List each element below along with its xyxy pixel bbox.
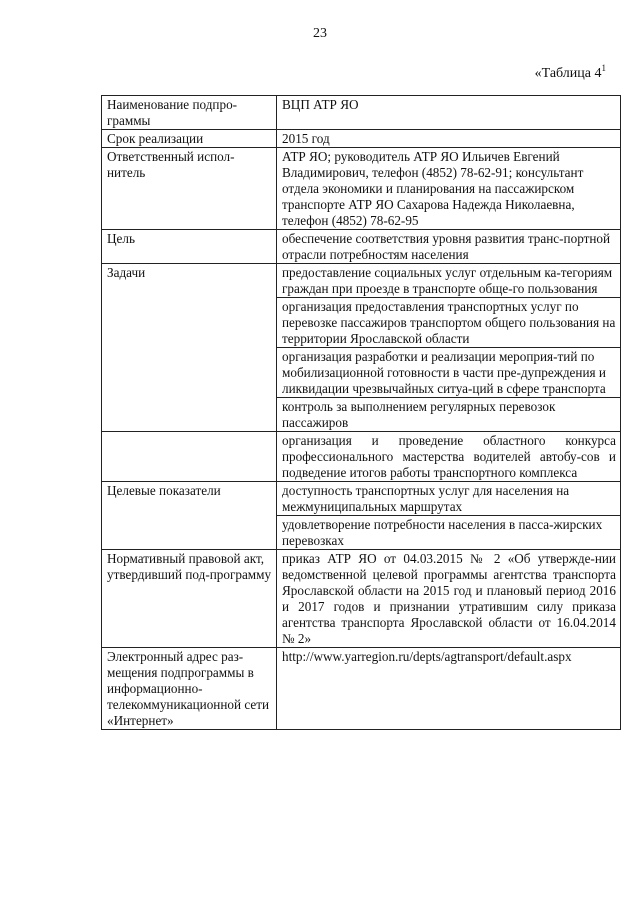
indicator-item: доступность транспортных услуг для населения на межмуниципальных маршрутах xyxy=(277,482,621,516)
table-row xyxy=(102,130,621,148)
table-row xyxy=(102,550,621,648)
subprogram-passport-table xyxy=(101,95,621,730)
row-label-empty xyxy=(102,432,277,482)
page-number: 23 xyxy=(313,26,327,41)
table-row xyxy=(102,432,621,482)
table-row xyxy=(102,96,621,130)
row-value-goal: обеспечение соответствия уровня развития транс-портной отрасли потребностям населения xyxy=(277,230,621,264)
task-item: контроль за выполнением регулярных перевозок пассажиров xyxy=(277,398,621,432)
row-label-goal: Цель xyxy=(102,230,277,264)
task-item: организация и проведение областного конкурса профессионального мастерства водителей автобу-сов и подведение итогов работы транспортного комплекса xyxy=(277,432,621,482)
row-label-name: Наименование подпро-граммы xyxy=(102,96,277,130)
row-label-responsible: Ответственный испол-нитель xyxy=(102,148,277,230)
table-caption-text: «Таблица 4 xyxy=(534,66,602,81)
table-row xyxy=(102,648,621,730)
table-caption xyxy=(535,63,606,82)
row-label-period: Срок реализации xyxy=(102,130,277,148)
indicator-item: удовлетворение потребности населения в пасса-жирских перевозках xyxy=(277,516,621,550)
row-value-web-address: http://www.yarregion.ru/depts/agtransport/default.aspx xyxy=(277,648,621,730)
row-value-legal-act: приказ АТР ЯО от 04.03.2015 № 2 «Об утвержде-нии ведомственной целевой программы агентства транспорта Ярославской области на 2015 год и плановый период 2016 и 2017 годов и признании утратившим силу приказа агентства транспорта Ярославской области от 16.04.2014 № 2» xyxy=(277,550,621,648)
row-value-responsible: АТР ЯО; руководитель АТР ЯО Ильичев Евгений Владимирович, телефон (4852) 78-62-91; консультант отдела экономики и планирования на пассажирском транспорте АТР ЯО Сахарова Надежда Николаевна, телефон (4852) 78-62-95 xyxy=(277,148,621,230)
task-item: предоставление социальных услуг отдельным ка-тегориям граждан при проезде в транспорте обще-го пользования xyxy=(277,264,621,298)
row-label-legal-act: Нормативный правовой акт, утвердивший под-программу xyxy=(102,550,277,648)
row-label-web-address: Электронный адрес раз-мещения подпрограммы в информационно-телекоммуникационной сети «Интернет» xyxy=(102,648,277,730)
row-label-tasks: Задачи xyxy=(102,264,277,432)
table-caption-superscript: 1 xyxy=(601,63,606,73)
table-row xyxy=(102,148,621,230)
row-label-indicators: Целевые показатели xyxy=(102,482,277,550)
row-value-name: ВЦП АТР ЯО xyxy=(277,96,621,130)
table-row xyxy=(102,264,621,298)
row-value-period: 2015 год xyxy=(277,130,621,148)
table-row xyxy=(102,230,621,264)
task-item: организация предоставления транспортных услуг по перевозке пассажиров транспортом общего пользования на территории Ярославской области xyxy=(277,298,621,348)
task-item: организация разработки и реализации мероприя-тий по мобилизационной готовности в части пре-дупреждения и ликвидации чрезвычайных ситуа-ций в сфере транспорта xyxy=(277,348,621,398)
table-row xyxy=(102,482,621,516)
